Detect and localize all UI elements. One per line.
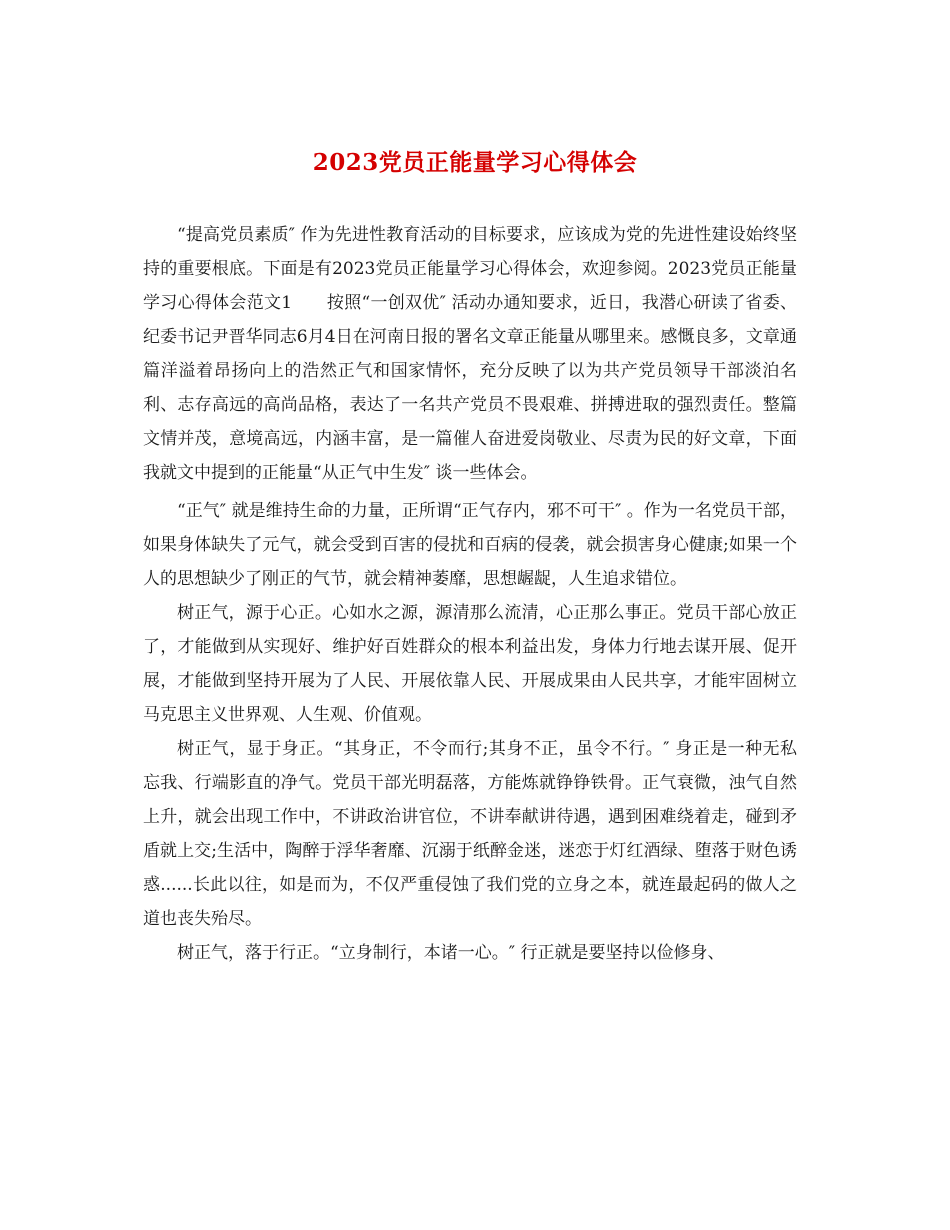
paragraph: 树正气，显于身正。“其身正，不令而行;其身不正，虽令不行。″ 身正是一种无私忘我、行端影直的净气。党员干部光明磊落，方能炼就铮铮铁骨。正气衰微，浊气自然上升，就会出现工作中，不讲政治讲官位，不讲奉献讲待遇，遇到困难绕着走，碰到矛盾就上交;生活中，陶醉于浮华奢靡、沉溺于纸醉金迷，迷恋于灯红酒绿、堕落于财色诱惑......长此以往，如是而为，不仅严重侵蚀了我们党的立身之本，就连最起码的做人之道也丧失殆尽。 bbox=[143, 739, 797, 929]
paragraph: “提高党员素质″ 作为先进性教育活动的目标要求，应该成为党的先进性建设始终坚持的重要根底。下面是有2023党员正能量学习心得体会，欢迎参阅。2023党员正能量学习心得体会范文1 按照“一创双优″ 活动办通知要求，近日，我潜心研读了省委、纪委书记尹晋华同志6月4日在河南日报的署名文章正能量从哪里来。感慨良多，文章通篇洋溢着昂扬向上的浩然正气和国家情怀，充分反映了以为共产党员领导干部淡泊名利、志存高远的高尚品格，表达了一名共产党员不畏艰难、拼搏进取的强烈责任。整篇文情并茂，意境高远，内涵丰富，是一篇催人奋进爱岗敬业、尽责为民的好文章，下面我就文中提到的正能量“从正气中生发″ 谈一些体会。 bbox=[143, 225, 797, 483]
paragraph: 树正气，落于行正。“立身制行，本诸一心。″ 行正就是要坚持以俭修身、 bbox=[177, 943, 725, 963]
document-title: 2023党员正能量学习心得体会 bbox=[312, 149, 638, 176]
document-body bbox=[143, 218, 797, 970]
paragraph: “正气″ 就是维持生命的力量，正所谓“正气存内，邪不可干″ 。作为一名党员干部，如果身体缺失了元气，就会受到百害的侵扰和百病的侵袭，就会损害身心健康;如果一个人的思想缺少了刚正的气节，就会精神萎靡，思想龌龊，人生追求错位。 bbox=[143, 501, 797, 589]
paragraph: 树正气，源于心正。心如水之源，源清那么流清，心正那么事正。党员干部心放正了，才能做到从实现好、维护好百姓群众的根本利益出发，身体力行地去谋开展、促开展，才能做到坚持开展为了人民、开展依靠人民、开展成果由人民共享，才能牢固树立马克思主义世界观、人生观、价值观。 bbox=[143, 603, 797, 725]
